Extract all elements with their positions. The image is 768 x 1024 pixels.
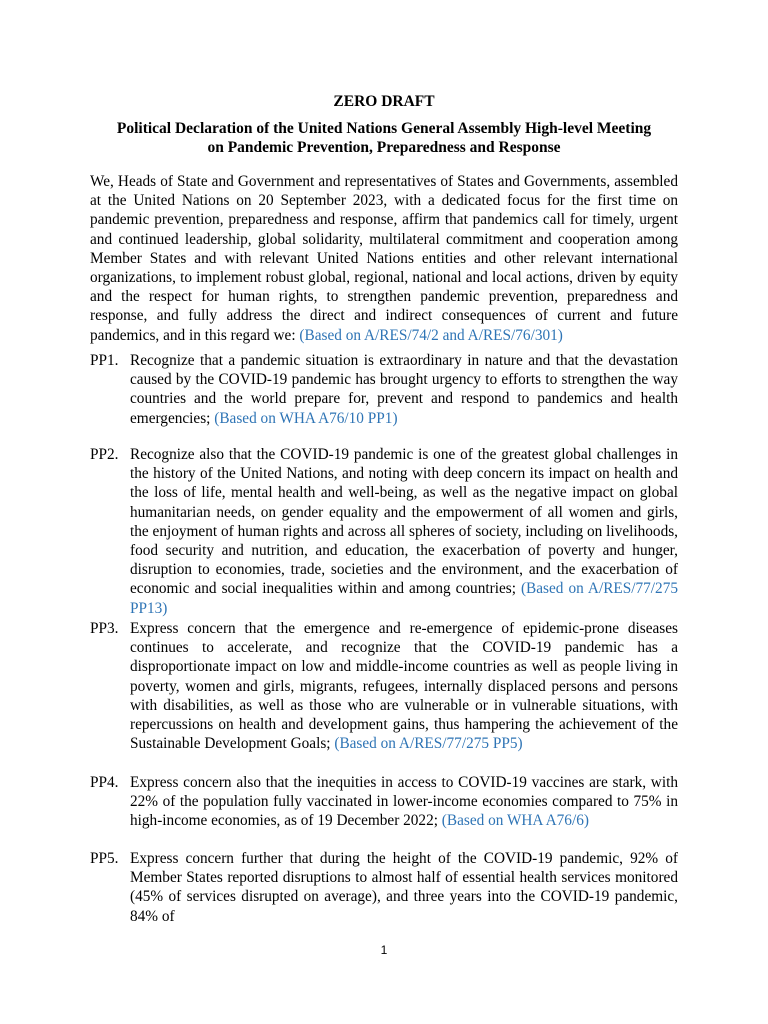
pp3-paragraph (130, 619, 678, 753)
pp3-text: Express concern that the emergence and re-emergence of epidemic-prone diseases continues to accelerate, and recognize that the COVID-19 pandemic has a disproportionate impact on low and middle-income countries as well as people living in poverty, women and girls, migrants, refugees, internally displaced persons and persons with disabilities, as well as those who are vulnerable or in vulnerable situations, with repercussions on health and development gains, thus hampering the achievement of the Sustainable Development Goals; (130, 620, 678, 753)
intro-reference: (Based on A/RES/74/2 and A/RES/76/301) (299, 326, 563, 344)
pp5-text: Express concern further that during the height of the COVID-19 pandemic, 92% of Member States reported disruptions to almost half of essential health services monitored (45% of services disrupted on average), and three years into the COVID-19 pandemic, 84% of (130, 850, 678, 925)
pp2-text: Recognize also that the COVID-19 pandemic is one of the greatest global challenges in the history of the United Nations, and noting with deep concern its impact on health and the loss of life, mental health and well-being, as well as the negative impact on global humanitarian needs, on gender equality and the empowerment of all women and girls, the enjoyment of human rights and across all spheres of society, including on livelihoods, food security and nutrition, and education, the exacerbation of poverty and hunger, disruption to economies, trade, societies and the environment, and the exacerbation of economic and social inequalities within and among countries; (130, 446, 678, 598)
pp5-paragraph (130, 849, 678, 926)
pp4-paragraph (130, 773, 678, 831)
intro-text: We, Heads of State and Government and representatives of States and Governments, assembled at the United Nations on 20 September 2023, with a dedicated focus for the first time on pandemic prevention, preparedness and response, affirm that pandemics call for timely, urgent and continued leadership, global solidarity, multilateral commitment and cooperation among Member States and with relevant United Nations entities and other relevant international organizations, to implement robust global, regional, national and local actions, driven by equity and the respect for human rights, to strengthen pandemic prevention, preparedness and response, and fully address the direct and indirect consequences of current and future pandemics, and in this regard we: (90, 173, 678, 344)
pp2-label: PP2. (90, 446, 119, 463)
pp2-reference: (Based on A/RES/77/275 PP13) (130, 580, 678, 617)
pp2-paragraph (130, 445, 678, 618)
pp3-reference: (Based on A/RES/77/275 PP5) (334, 735, 523, 753)
pp4-reference: (Based on WHA A76/6) (441, 812, 589, 830)
pp1-label: PP1. (90, 352, 119, 369)
pp1-text: Recognize that a pandemic situation is extraordinary in nature and that the devastation caused by the COVID-19 pandemic has brought urgency to efforts to strengthen the way countries and the world prepare for, prevent and respond to pandemics and health emergencies; (130, 352, 678, 427)
pp1-reference: (Based on WHA A76/10 PP1) (214, 409, 398, 427)
pp4-label: PP4. (90, 774, 119, 791)
pp4-text: Express concern also that the inequities in access to COVID-19 vaccines are stark, with 22% of the population fully vaccinated in lower-income economies compared to 75% in high-income economies, as of 19 December 2022; (130, 774, 678, 830)
document-subheading: Political Declaration of the United Nations General Assembly High-level Meeting on Pandemic Prevention, Preparedness and Response (116, 120, 652, 156)
page-number: 1 (380, 943, 388, 957)
pp5-label: PP5. (90, 850, 119, 867)
pp3-label: PP3. (90, 620, 119, 637)
document-heading: ZERO DRAFT (333, 93, 435, 110)
pp1-paragraph (130, 351, 678, 428)
intro-paragraph (90, 172, 678, 345)
